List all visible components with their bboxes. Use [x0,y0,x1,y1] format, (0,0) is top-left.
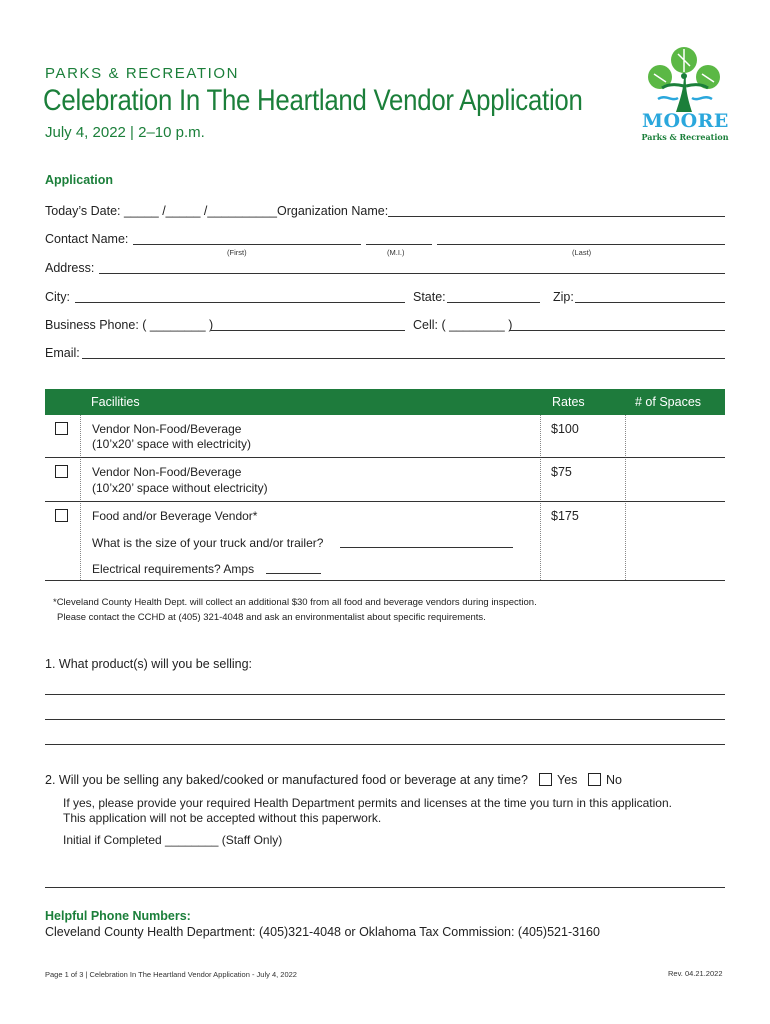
last-name-field[interactable] [437,244,725,245]
business-phone-field[interactable] [211,330,405,331]
table-divider [625,415,626,580]
address-field[interactable] [99,273,725,274]
facility-name: Vendor Non-Food/Beverage [92,465,242,479]
address-label: Address: [45,261,95,275]
no-checkbox[interactable] [588,773,601,786]
zip-label: Zip: [553,290,574,304]
facility-rate: $75 [551,465,572,479]
permit-info: If yes, please provide your required Health Department permits and licenses at the time you turn in this application. [63,796,672,810]
contact-name-label: Contact Name: [45,232,129,246]
facility-rate: $175 [551,509,579,523]
permit-warning: This application will not be accepted without this paperwork. [63,811,382,825]
question-1: 1. What product(s) will you be selling: [45,657,253,671]
spaces-header: # of Spaces [635,395,702,409]
facilities-header: Facilities [91,395,140,409]
logo-name: MOORE [642,110,729,132]
logo-subtitle: Parks & Recreation [641,132,729,142]
facility-rate: $100 [551,422,579,436]
last-caption: (Last) [572,248,592,257]
table-bottom-line [45,580,725,581]
city-field[interactable] [75,302,405,303]
cell-field[interactable] [509,330,725,331]
health-dept-note: *Cleveland County Health Dept. will collect an additional $30 from all food and beverage vendors during inspection. [53,597,537,608]
answer-line[interactable] [45,744,725,745]
zip-field[interactable] [575,302,725,303]
page-footer: Page 1 of 3 | Celebration In The Heartland Vendor Application - July 4, 2022 [45,970,297,979]
staff-initial-field[interactable]: Initial if Completed ________ (Staff Only) [63,833,283,847]
state-field[interactable] [447,302,540,303]
facility-checkbox[interactable] [55,465,68,478]
org-name-field[interactable] [388,216,725,217]
row-divider [45,457,725,458]
section-divider [45,887,725,888]
email-field[interactable] [82,358,725,359]
facility-checkbox[interactable] [55,422,68,435]
health-dept-contact-note: Please contact the CCHD at (405) 321-4048 and ask an environmentalist about specific requirements. [57,612,486,623]
electrical-question: Electrical requirements? Amps [92,562,255,576]
tree-icon [640,44,730,114]
table-divider [540,415,541,580]
department-kicker: PARKS & RECREATION [45,65,240,82]
facility-name: Food and/or Beverage Vendor* [92,509,258,523]
first-name-field[interactable] [133,244,361,245]
city-label: City: [45,290,70,304]
yes-label: Yes [557,773,578,787]
state-label: State: [413,290,446,304]
amps-field[interactable] [266,573,321,574]
business-phone-label: Business Phone: ( ________ ) [45,318,214,332]
cell-label: Cell: ( ________ ) [413,318,513,332]
yes-checkbox[interactable] [539,773,552,786]
answer-line[interactable] [45,694,725,695]
facilities-table-header [45,389,725,415]
mi-field[interactable] [366,244,432,245]
event-date: July 4, 2022 | 2–10 p.m. [45,124,205,141]
table-divider [80,415,81,580]
answer-line[interactable] [45,719,725,720]
facility-desc: (10’x20’ space with electricity) [92,437,251,451]
moore-parks-logo [640,44,730,144]
application-section-label: Application [45,173,114,187]
facility-desc: (10’x20’ space without electricity) [92,481,268,495]
no-label: No [606,773,622,787]
page-title: Celebration In The Heartland Vendor Application [43,84,583,117]
email-label: Email: [45,346,80,360]
mi-caption: (M.I.) [387,248,405,257]
question-2: 2. Will you be selling any baked/cooked or manufactured food or beverage at any time? [45,773,528,787]
facility-checkbox[interactable] [55,509,68,522]
org-name-label: Organization Name: [277,204,389,218]
revision-date: Rev. 04.21.2022 [668,969,723,978]
truck-size-field[interactable] [340,547,513,548]
helpful-numbers-label: Helpful Phone Numbers: [45,909,191,923]
facility-name: Vendor Non-Food/Beverage [92,422,242,436]
truck-size-question: What is the size of your truck and/or trailer? [92,536,324,550]
helpful-numbers-text: Cleveland County Health Department: (405)321-4048 or Oklahoma Tax Commission: (405)521-3160 [45,925,600,939]
first-caption: (First) [227,248,247,257]
rates-header: Rates [552,395,585,409]
row-divider [45,501,725,502]
todays-date-field[interactable]: Today’s Date: _____ /_____ /__________ [45,204,277,218]
